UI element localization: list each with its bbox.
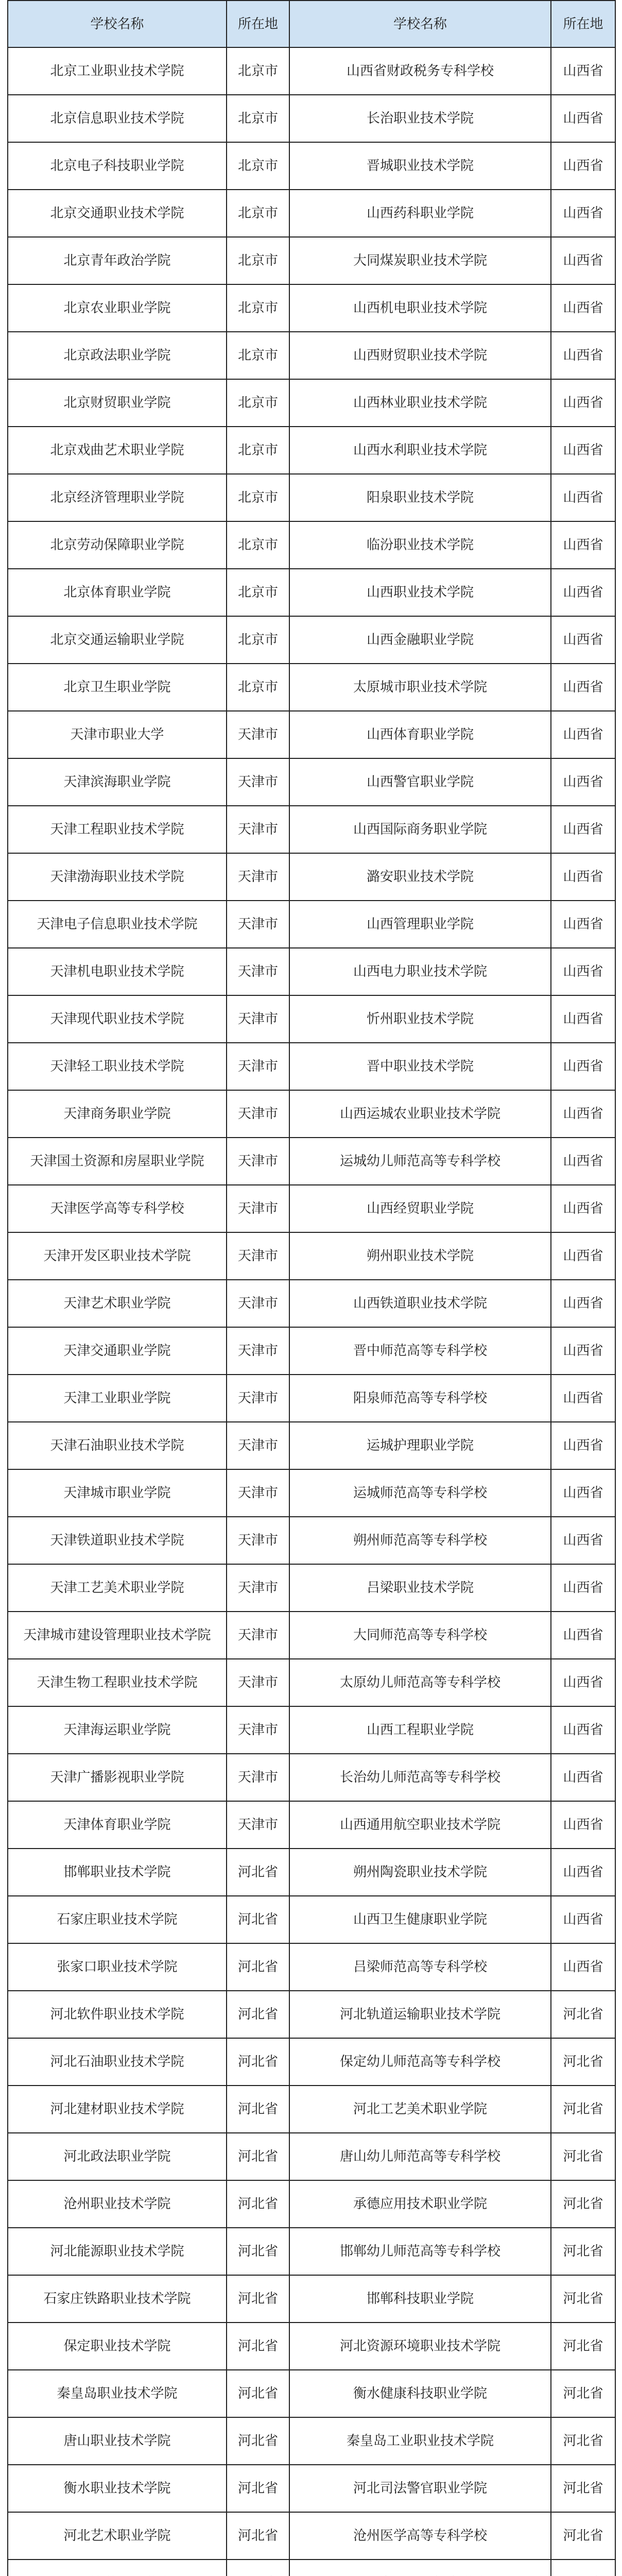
school-name-cell: 河北软件职业技术学院 (8, 1991, 227, 2038)
school-name-cell: 阳泉职业技术学院 (289, 474, 551, 521)
table-row (8, 2228, 615, 2275)
location-cell: 北京市 (227, 142, 289, 190)
school-name-cell: 太原城市职业技术学院 (289, 664, 551, 711)
location-cell: 天津市 (227, 1090, 289, 1138)
table-row (8, 1327, 615, 1375)
location-cell: 山西省 (551, 1564, 615, 1612)
school-name-cell: 北京财贸职业学院 (8, 379, 227, 427)
table-row (8, 95, 615, 142)
table-row (8, 1517, 615, 1564)
school-name-cell: 山西经贸职业学院 (289, 1185, 551, 1232)
school-name-cell: 承德应用技术职业学院 (289, 2180, 551, 2228)
table-row (8, 521, 615, 569)
location-cell: 山西省 (551, 1232, 615, 1280)
location-cell: 山西省 (551, 1422, 615, 1469)
location-cell: 山西省 (551, 142, 615, 190)
location-cell: 天津市 (227, 1469, 289, 1517)
table-row (8, 474, 615, 521)
table-row (8, 2370, 615, 2417)
school-name-cell: 太原幼儿师范高等专科学校 (289, 1659, 551, 1706)
location-cell: 河北省 (551, 2275, 615, 2323)
school-name-cell: 天津工业职业学院 (8, 1375, 227, 1422)
school-name-cell: 潞安职业技术学院 (289, 853, 551, 901)
school-name-cell: 北京经济管理职业学院 (8, 474, 227, 521)
header-school-name: 学校名称 (289, 1, 551, 47)
location-cell: 山西省 (551, 1659, 615, 1706)
location-cell: 河北省 (227, 2228, 289, 2275)
school-name-cell (289, 2560, 551, 2576)
school-name-cell: 天津滨海职业学院 (8, 758, 227, 806)
school-name-cell: 山西职业技术学院 (289, 569, 551, 616)
location-cell: 天津市 (227, 1612, 289, 1659)
location-cell: 河北省 (227, 1943, 289, 1991)
school-name-cell: 唐山职业技术学院 (8, 2417, 227, 2465)
school-name-cell: 保定幼儿师范高等专科学校 (289, 2038, 551, 2086)
location-cell: 天津市 (227, 1801, 289, 1849)
location-cell: 山西省 (551, 995, 615, 1043)
location-cell: 天津市 (227, 1043, 289, 1090)
school-name-cell: 山西警官职业学院 (289, 758, 551, 806)
school-name-cell: 河北资源环境职业技术学院 (289, 2323, 551, 2370)
location-cell: 山西省 (551, 948, 615, 995)
location-cell: 山西省 (551, 1090, 615, 1138)
location-cell: 天津市 (227, 1517, 289, 1564)
school-table-container (7, 0, 615, 2576)
school-name-cell: 天津国土资源和房屋职业学院 (8, 1138, 227, 1185)
location-cell: 河北省 (551, 1991, 615, 2038)
school-name-cell: 山西铁道职业技术学院 (289, 1280, 551, 1327)
table-row (8, 1801, 615, 1849)
location-cell: 河北省 (551, 2038, 615, 2086)
table-row (8, 1896, 615, 1943)
school-name-cell: 石家庄铁路职业技术学院 (8, 2275, 227, 2323)
school-name-cell: 天津工艺美术职业学院 (8, 1564, 227, 1612)
school-name-cell: 邯郸幼儿师范高等专科学校 (289, 2228, 551, 2275)
location-cell: 山西省 (551, 1327, 615, 1375)
school-name-cell: 天津现代职业技术学院 (8, 995, 227, 1043)
location-cell: 山西省 (551, 616, 615, 664)
location-cell: 河北省 (227, 2038, 289, 2086)
school-name-cell: 天津体育职业学院 (8, 1801, 227, 1849)
location-cell: 山西省 (551, 664, 615, 711)
school-name-cell: 山西卫生健康职业学院 (289, 1896, 551, 1943)
location-cell: 天津市 (227, 901, 289, 948)
school-name-cell: 河北石油职业技术学院 (8, 2038, 227, 2086)
school-name-cell: 大同师范高等专科学校 (289, 1612, 551, 1659)
school-name-cell: 晋中师范高等专科学校 (289, 1327, 551, 1375)
location-cell: 天津市 (227, 711, 289, 758)
table-row (8, 664, 615, 711)
school-name-cell: 吕梁职业技术学院 (289, 1564, 551, 1612)
table-row (8, 190, 615, 237)
location-cell: 河北省 (227, 1849, 289, 1896)
table-row (8, 2560, 615, 2576)
location-cell: 山西省 (551, 711, 615, 758)
location-cell: 河北省 (227, 2370, 289, 2417)
school-name-cell: 天津石油职业技术学院 (8, 1422, 227, 1469)
school-name-cell: 临汾职业技术学院 (289, 521, 551, 569)
school-name-cell: 北京卫生职业学院 (8, 664, 227, 711)
location-cell: 天津市 (227, 1138, 289, 1185)
location-cell: 北京市 (227, 521, 289, 569)
school-name-cell: 天津机电职业技术学院 (8, 948, 227, 995)
location-cell: 河北省 (551, 2323, 615, 2370)
location-cell: 天津市 (227, 806, 289, 853)
school-name-cell: 天津生物工程职业技术学院 (8, 1659, 227, 1706)
table-row (8, 995, 615, 1043)
table-header-row (8, 1, 615, 47)
school-name-cell: 山西药科职业学院 (289, 190, 551, 237)
school-name-cell: 北京体育职业学院 (8, 569, 227, 616)
school-name-cell: 山西财贸职业技术学院 (289, 332, 551, 379)
table-row (8, 1090, 615, 1138)
table-row (8, 1232, 615, 1280)
location-cell: 山西省 (551, 332, 615, 379)
location-cell: 天津市 (227, 1706, 289, 1754)
school-name-cell: 北京劳动保障职业学院 (8, 521, 227, 569)
school-name-cell: 运城师范高等专科学校 (289, 1469, 551, 1517)
table-row (8, 1659, 615, 1706)
table-row (8, 1849, 615, 1896)
school-name-cell: 天津渤海职业技术学院 (8, 853, 227, 901)
table-row (8, 2323, 615, 2370)
table-row (8, 2465, 615, 2512)
location-cell: 山西省 (551, 1943, 615, 1991)
school-name-cell: 天津城市建设管理职业技术学院 (8, 1612, 227, 1659)
location-cell: 北京市 (227, 284, 289, 332)
table-row (8, 1612, 615, 1659)
location-cell: 天津市 (227, 758, 289, 806)
location-cell: 天津市 (227, 1659, 289, 1706)
table-row (8, 47, 615, 95)
table-row (8, 758, 615, 806)
location-cell: 河北省 (227, 2417, 289, 2465)
location-cell: 河北省 (551, 2465, 615, 2512)
school-name-cell: 长治幼儿师范高等专科学校 (289, 1754, 551, 1801)
school-name-cell: 忻州职业技术学院 (289, 995, 551, 1043)
location-cell: 山西省 (551, 806, 615, 853)
location-cell: 河北省 (551, 2228, 615, 2275)
school-name-cell: 河北轨道运输职业技术学院 (289, 1991, 551, 2038)
table-row (8, 2512, 615, 2560)
location-cell: 天津市 (227, 1327, 289, 1375)
school-name-cell: 衡水职业技术学院 (8, 2465, 227, 2512)
school-name-cell: 晋中职业技术学院 (289, 1043, 551, 1090)
school-name-cell: 沧州职业技术学院 (8, 2180, 227, 2228)
table-row (8, 1564, 615, 1612)
table-row (8, 2417, 615, 2465)
location-cell: 河北省 (551, 2086, 615, 2133)
school-name-cell: 天津开发区职业技术学院 (8, 1232, 227, 1280)
school-name-cell: 山西运城农业职业技术学院 (289, 1090, 551, 1138)
location-cell: 天津市 (227, 853, 289, 901)
school-name-cell: 天津轻工职业技术学院 (8, 1043, 227, 1090)
school-name-cell: 天津城市职业学院 (8, 1469, 227, 1517)
school-name-cell: 山西通用航空职业技术学院 (289, 1801, 551, 1849)
location-cell: 北京市 (227, 47, 289, 95)
location-cell: 河北省 (227, 2323, 289, 2370)
school-name-cell: 山西金融职业学院 (289, 616, 551, 664)
location-cell: 山西省 (551, 758, 615, 806)
school-name-cell: 天津电子信息职业技术学院 (8, 901, 227, 948)
table-row (8, 1943, 615, 1991)
school-name-cell: 山西电力职业技术学院 (289, 948, 551, 995)
location-cell: 山西省 (551, 1612, 615, 1659)
location-cell: 河北省 (551, 2417, 615, 2465)
table-row (8, 1469, 615, 1517)
table-row (8, 237, 615, 284)
header-school-name: 学校名称 (8, 1, 227, 47)
school-name-cell: 河北司法警官职业学院 (289, 2465, 551, 2512)
location-cell: 天津市 (227, 995, 289, 1043)
location-cell: 河北省 (227, 2086, 289, 2133)
location-cell: 山西省 (551, 474, 615, 521)
table-body (8, 47, 615, 2576)
location-cell: 北京市 (227, 427, 289, 474)
location-cell: 山西省 (551, 1043, 615, 1090)
table-row (8, 948, 615, 995)
school-name-cell: 天津市职业大学 (8, 711, 227, 758)
location-cell: 河北省 (227, 2133, 289, 2180)
school-name-cell: 山西管理职业学院 (289, 901, 551, 948)
location-cell: 河北省 (551, 2180, 615, 2228)
location-cell: 天津市 (227, 1422, 289, 1469)
school-name-cell: 北京工业职业技术学院 (8, 47, 227, 95)
location-cell: 天津市 (227, 948, 289, 995)
school-name-cell: 山西体育职业学院 (289, 711, 551, 758)
location-cell: 北京市 (227, 379, 289, 427)
table-row (8, 1280, 615, 1327)
location-cell: 天津市 (227, 1754, 289, 1801)
school-name-cell: 北京交通运输职业学院 (8, 616, 227, 664)
school-name-cell: 北京政法职业学院 (8, 332, 227, 379)
location-cell: 山西省 (551, 521, 615, 569)
school-name-cell: 运城护理职业学院 (289, 1422, 551, 1469)
location-cell: 山西省 (551, 190, 615, 237)
location-cell: 河北省 (227, 2512, 289, 2560)
table-row (8, 1991, 615, 2038)
location-cell: 北京市 (227, 237, 289, 284)
location-cell: 河北省 (551, 2133, 615, 2180)
table-row (8, 853, 615, 901)
location-cell: 山西省 (551, 47, 615, 95)
school-name-cell: 北京信息职业技术学院 (8, 95, 227, 142)
header-location: 所在地 (551, 1, 615, 47)
location-cell: 山西省 (551, 379, 615, 427)
table-row (8, 2275, 615, 2323)
table-row (8, 901, 615, 948)
school-name-cell: 长治职业技术学院 (289, 95, 551, 142)
location-cell: 山西省 (551, 95, 615, 142)
school-name-cell: 北京农业职业学院 (8, 284, 227, 332)
location-cell: 山西省 (551, 1280, 615, 1327)
table-row (8, 616, 615, 664)
location-cell: 北京市 (227, 332, 289, 379)
location-cell (227, 2560, 289, 2576)
location-cell: 河北省 (551, 2370, 615, 2417)
location-cell: 北京市 (227, 664, 289, 711)
school-name-cell: 唐山幼儿师范高等专科学校 (289, 2133, 551, 2180)
location-cell: 北京市 (227, 190, 289, 237)
table-row (8, 1706, 615, 1754)
table-row (8, 1043, 615, 1090)
table-row (8, 1422, 615, 1469)
school-name-cell: 河北能源职业技术学院 (8, 2228, 227, 2275)
location-cell: 山西省 (551, 1896, 615, 1943)
school-name-cell: 天津广播影视职业学院 (8, 1754, 227, 1801)
school-name-cell: 秦皇岛工业职业技术学院 (289, 2417, 551, 2465)
school-name-cell: 沧州医学高等专科学校 (289, 2512, 551, 2560)
school-name-cell: 天津铁道职业技术学院 (8, 1517, 227, 1564)
location-cell: 天津市 (227, 1280, 289, 1327)
table-row (8, 2133, 615, 2180)
location-cell: 山西省 (551, 569, 615, 616)
location-cell: 北京市 (227, 95, 289, 142)
table-row (8, 1754, 615, 1801)
school-name-cell: 山西工程职业学院 (289, 1706, 551, 1754)
table-row (8, 569, 615, 616)
table-row (8, 332, 615, 379)
location-cell: 河北省 (551, 2512, 615, 2560)
school-name-cell: 运城幼儿师范高等专科学校 (289, 1138, 551, 1185)
location-cell: 山西省 (551, 1375, 615, 1422)
header-location: 所在地 (227, 1, 289, 47)
table-row (8, 284, 615, 332)
location-cell: 天津市 (227, 1232, 289, 1280)
school-name-cell: 阳泉师范高等专科学校 (289, 1375, 551, 1422)
table-row (8, 1138, 615, 1185)
location-cell: 天津市 (227, 1375, 289, 1422)
location-cell: 山西省 (551, 1185, 615, 1232)
school-name-cell: 朔州职业技术学院 (289, 1232, 551, 1280)
location-cell: 山西省 (551, 1138, 615, 1185)
table-row (8, 806, 615, 853)
school-name-cell: 天津工程职业技术学院 (8, 806, 227, 853)
table-row (8, 379, 615, 427)
location-cell: 山西省 (551, 237, 615, 284)
location-cell: 山西省 (551, 1849, 615, 1896)
location-cell: 山西省 (551, 1801, 615, 1849)
location-cell: 山西省 (551, 901, 615, 948)
table-row (8, 2180, 615, 2228)
location-cell: 山西省 (551, 284, 615, 332)
school-name-cell: 山西国际商务职业学院 (289, 806, 551, 853)
school-name-cell: 保定职业技术学院 (8, 2323, 227, 2370)
school-name-cell: 北京青年政治学院 (8, 237, 227, 284)
school-name-cell: 吕梁师范高等专科学校 (289, 1943, 551, 1991)
location-cell: 天津市 (227, 1185, 289, 1232)
school-name-cell: 山西机电职业技术学院 (289, 284, 551, 332)
location-cell: 山西省 (551, 1517, 615, 1564)
table-row (8, 142, 615, 190)
school-name-cell: 石家庄职业技术学院 (8, 1896, 227, 1943)
school-table (7, 0, 616, 2576)
school-name-cell: 北京戏曲艺术职业学院 (8, 427, 227, 474)
location-cell: 山西省 (551, 427, 615, 474)
table-row (8, 2038, 615, 2086)
location-cell: 河北省 (227, 2180, 289, 2228)
location-cell: 山西省 (551, 1706, 615, 1754)
school-name-cell: 天津海运职业学院 (8, 1706, 227, 1754)
school-name-cell: 山西林业职业技术学院 (289, 379, 551, 427)
school-name-cell: 山西水利职业技术学院 (289, 427, 551, 474)
school-name-cell: 河北建材职业技术学院 (8, 2086, 227, 2133)
school-name-cell: 天津交通职业学院 (8, 1327, 227, 1375)
school-name-cell: 邯郸科技职业学院 (289, 2275, 551, 2323)
school-name-cell: 天津商务职业学院 (8, 1090, 227, 1138)
school-name-cell: 衡水健康科技职业学院 (289, 2370, 551, 2417)
location-cell (551, 2560, 615, 2576)
school-name-cell: 北京交通职业技术学院 (8, 190, 227, 237)
location-cell: 河北省 (227, 1896, 289, 1943)
school-name-cell: 晋城职业技术学院 (289, 142, 551, 190)
location-cell: 河北省 (227, 2465, 289, 2512)
location-cell: 山西省 (551, 1469, 615, 1517)
school-name-cell: 张家口职业技术学院 (8, 1943, 227, 1991)
school-name-cell: 邯郸职业技术学院 (8, 1849, 227, 1896)
school-name-cell: 秦皇岛职业技术学院 (8, 2370, 227, 2417)
table-row (8, 1185, 615, 1232)
table-row (8, 711, 615, 758)
location-cell: 北京市 (227, 569, 289, 616)
school-name-cell: 北京电子科技职业学院 (8, 142, 227, 190)
school-name-cell: 大同煤炭职业技术学院 (289, 237, 551, 284)
school-name-cell: 河北工艺美术职业学院 (289, 2086, 551, 2133)
school-name-cell: 河北艺术职业学院 (8, 2512, 227, 2560)
school-name-cell (8, 2560, 227, 2576)
location-cell: 北京市 (227, 474, 289, 521)
school-name-cell: 天津医学高等专科学校 (8, 1185, 227, 1232)
location-cell: 河北省 (227, 1991, 289, 2038)
school-name-cell: 朔州师范高等专科学校 (289, 1517, 551, 1564)
table-row (8, 2086, 615, 2133)
table-row (8, 1375, 615, 1422)
school-name-cell: 天津艺术职业学院 (8, 1280, 227, 1327)
location-cell: 山西省 (551, 1754, 615, 1801)
location-cell: 北京市 (227, 616, 289, 664)
location-cell: 山西省 (551, 853, 615, 901)
location-cell: 天津市 (227, 1564, 289, 1612)
school-name-cell: 朔州陶瓷职业技术学院 (289, 1849, 551, 1896)
location-cell: 河北省 (227, 2275, 289, 2323)
school-name-cell: 河北政法职业学院 (8, 2133, 227, 2180)
school-name-cell: 山西省财政税务专科学校 (289, 47, 551, 95)
table-row (8, 427, 615, 474)
